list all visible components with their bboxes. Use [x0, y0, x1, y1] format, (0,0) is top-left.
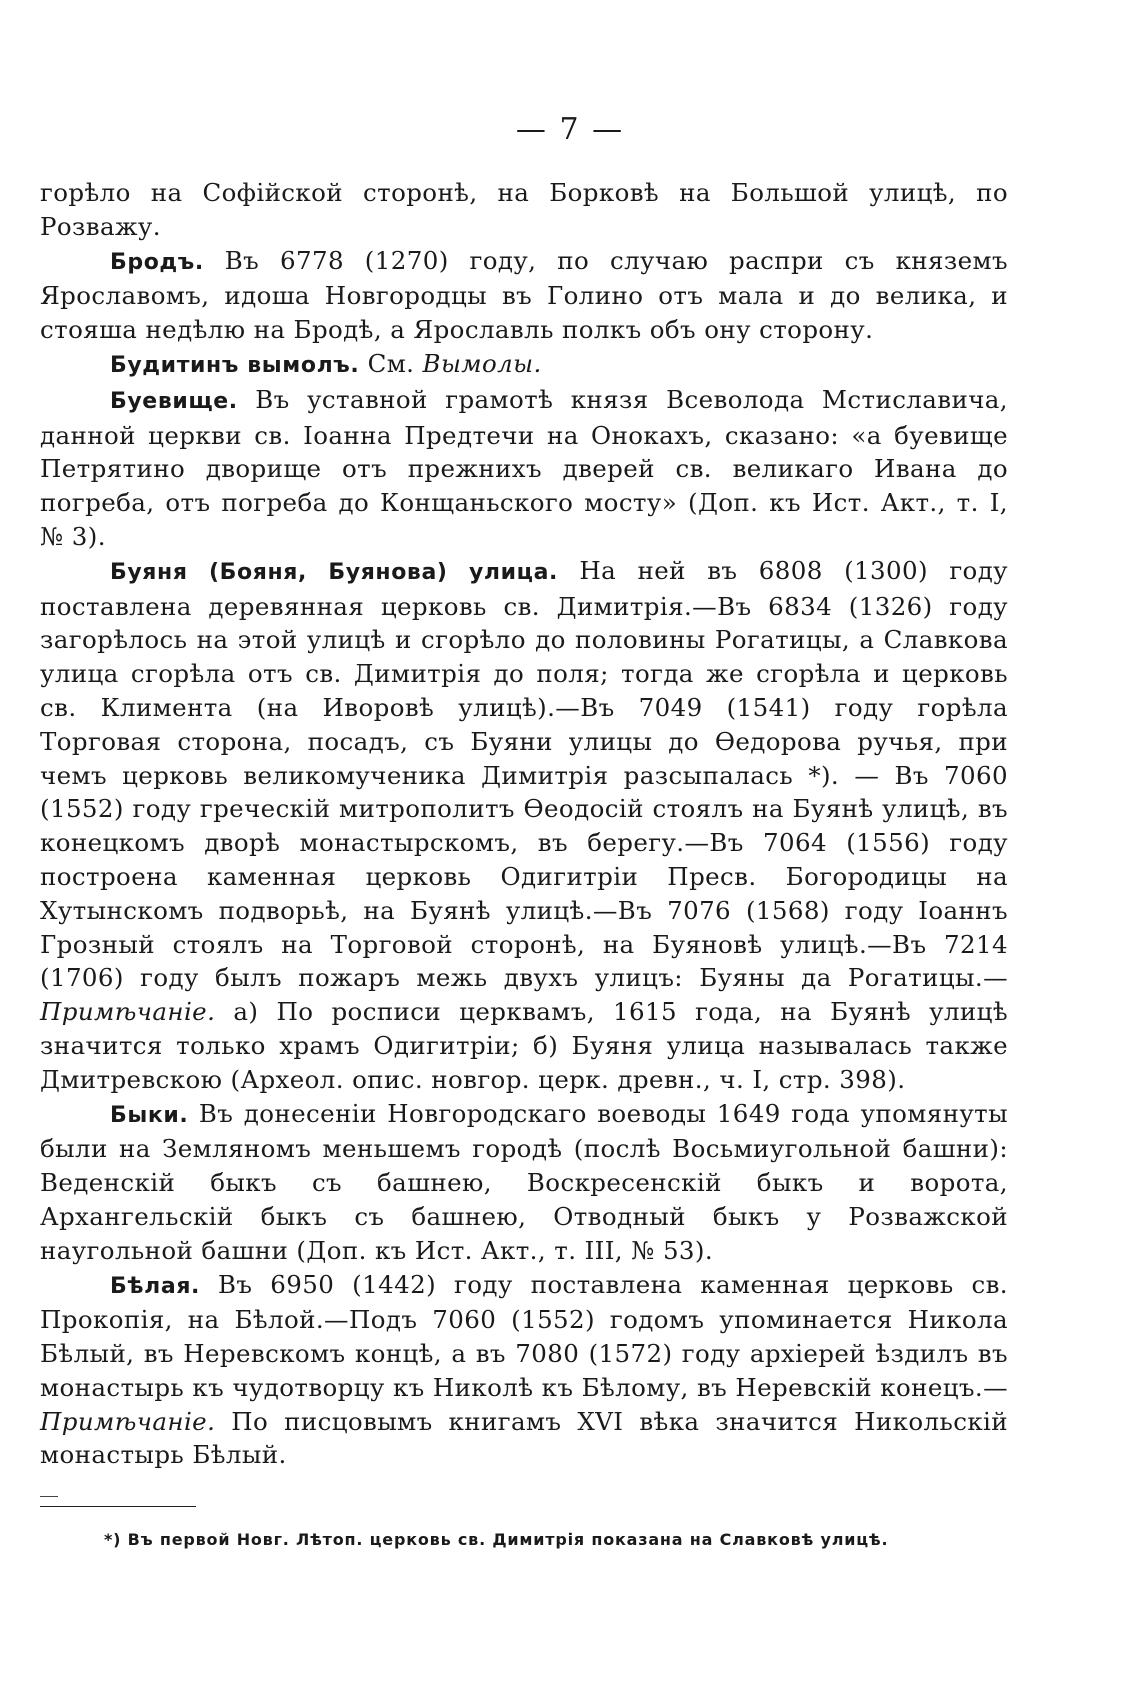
entry-text: Въ 6950 (1442) году поставлена каменная церковь св. Прокопія, на Бѣлой.—Подъ 7060 (1552) годомъ упоминается Никола Бѣлый, въ Неревскомъ концѣ, а въ 7080 (1572) году архіерей ѣздилъ въ монастырь къ чудотворцу къ Николѣ къ Бѣлому, въ Неревскій конецъ.—	[40, 1269, 1008, 1402]
entry-text: Въ 6778 (1270) году, по случаю распри съ княземъ Ярославомъ, идоша Новгородцы въ Голино отъ мала и до велика, и стояша недѣлю на Бродѣ, а Ярославль полкъ объ ону сторону.	[40, 245, 1008, 345]
cross-reference: Вымолы.	[422, 348, 542, 378]
note-label: Примѣчаніе.	[40, 997, 216, 1027]
entry-heading: Будитинъ вымолъ.	[110, 352, 360, 378]
entry-text: Въ донесеніи Новгородскаго воеводы 1649 года упомянуты были на Земляномъ меньшемъ городѣ (послѣ Восьмиугольной башни): Веденскій быкъ съ башнею, Воскресенскій быкъ и ворота, Архангельскій быкъ съ башнею, Отводный быкъ у Розважской наугольной башни (Доп. къ Ист. Акт., т. III, № 53).	[40, 1098, 1008, 1265]
body-text	[40, 176, 1008, 1472]
paragraph-continuation	[40, 176, 1008, 244]
entry-brod	[40, 244, 1008, 347]
page-number: — 7 —	[515, 112, 625, 147]
entry-buyanya-ulitsa	[40, 554, 1008, 1097]
footnote-divider	[40, 1506, 196, 1507]
footnote: *) Въ первой Новг. Лѣтоп. церковь св. Димитрія показана на Славковѣ улицѣ.	[104, 1530, 889, 1549]
note-text: а) По росписи церквамъ, 1615 года, на Буянѣ улицѣ значится только храмъ Одигитріи; б) Буяня улица называлась также Дмитревскою (Археол. опис. новгор. церк. древн., ч. I, стр. 398).	[40, 997, 1008, 1094]
entry-heading: Буяня (Бояня, Буянова) улица.	[110, 559, 558, 585]
entry-belaya	[40, 1268, 1008, 1473]
entry-text: См.	[359, 348, 423, 378]
entry-heading: Бродъ.	[110, 249, 204, 275]
entry-buditin-vymol	[40, 347, 1008, 383]
entry-heading: Буевище.	[110, 388, 238, 414]
note-text: По писцовымъ книгамъ XVI вѣка значится Никольскій монастырь Бѣлый.	[40, 1406, 1008, 1470]
entry-heading: Быки.	[110, 1102, 189, 1128]
paragraph-text: горѣло на Софійской сторонѣ, на Борковѣ на Большой улицѣ, по Розважу.	[40, 178, 1008, 241]
entry-heading: Бѣлая.	[110, 1273, 200, 1299]
footnote-mark-line	[40, 1496, 58, 1497]
entry-byki	[40, 1097, 1008, 1268]
entry-text: Въ уставной грамотѣ князя Всеволода Мстиславича, данной церкви св. Іоанна Предтечи на Онокахъ, сказано: «а буевище Петрятино дворище отъ прежнихъ дверей св. великаго Ивана до погреба, отъ погреба до Конщаньского мосту» (Доп. къ Ист. Акт., т. I, № 3).	[40, 384, 1008, 551]
note-label: Примѣчаніе.	[40, 1406, 216, 1436]
entry-buevishche	[40, 383, 1008, 554]
entry-text: На ней въ 6808 (1300) году поставлена деревянная церковь св. Димитрія.—Въ 6834 (1326) году загорѣлось на этой улицѣ и сгорѣло до половины Рогатицы, а Славкова улица сгорѣла отъ св. Димитрія до поля; тогда же сгорѣла и церковь св. Климента (на Иворовѣ улицѣ).—Въ 7049 (1541) году горѣла Торговая сторона, посадъ, съ Буяни улицы до Ѳедорова ручья, при чемъ церковь великомученика Димитрія разсыпалась *). — Въ 7060 (1552) году греческій митрополитъ Ѳеодосій стоялъ на Буянѣ улицѣ, въ конецкомъ дворѣ монастырскомъ, въ берегу.—Въ 7064 (1556) году построена каменная церковь Одигитріи Пресв. Богородицы на Хутынскомъ подворьѣ, на Буянѣ улицѣ.—Въ 7076 (1568) году Іоаннъ Грозный стоялъ на Торговой сторонѣ, на Буяновѣ улицѣ.—Въ 7214 (1706) году былъ пожаръ межь двухъ улицъ: Буяны да Рогатицы.—	[40, 555, 1008, 993]
